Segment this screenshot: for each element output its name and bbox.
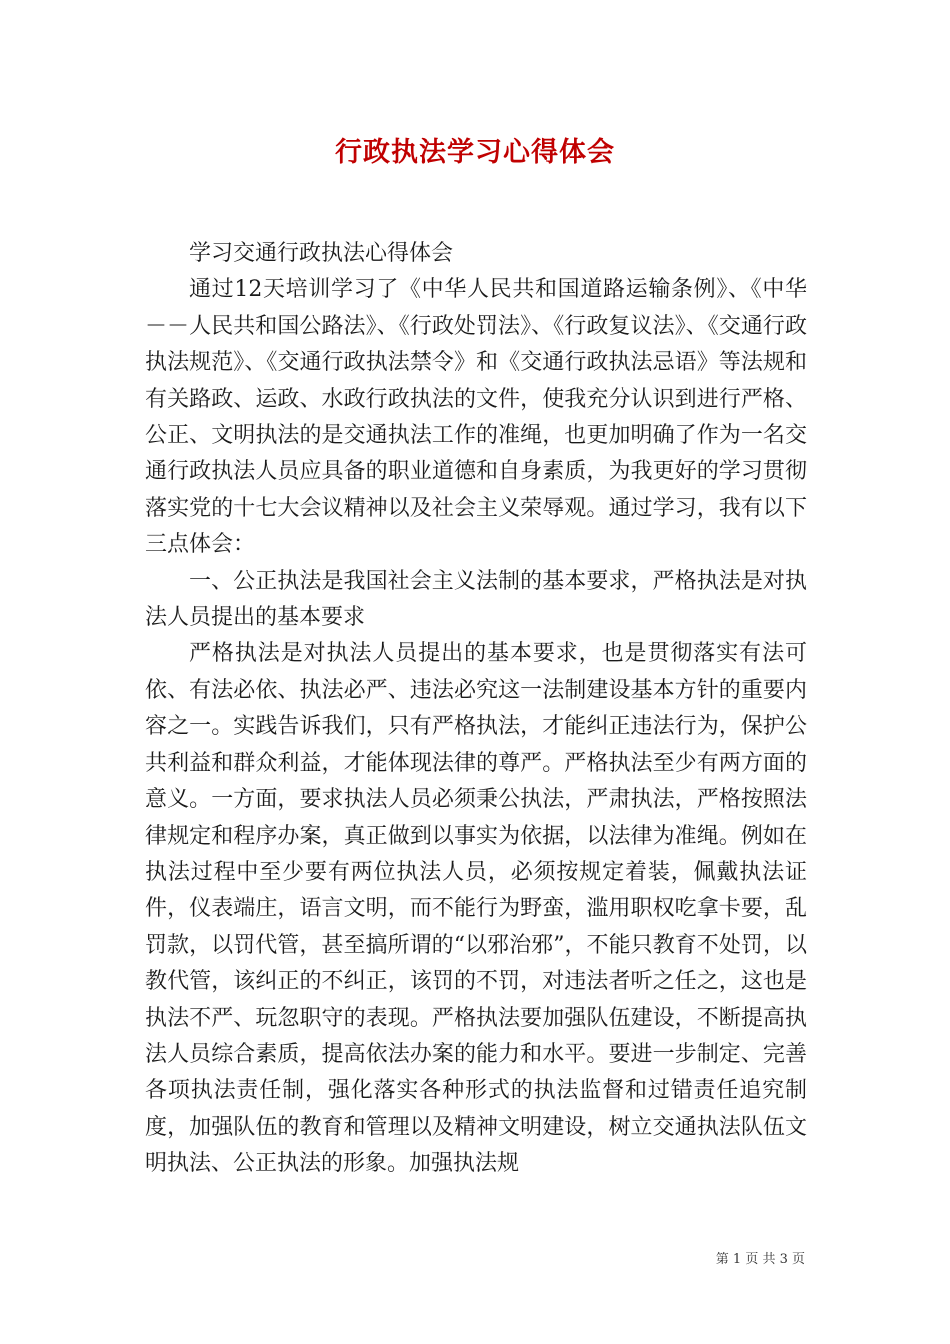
page-number: 第 1 页 共 3 页	[715, 1252, 805, 1267]
document-body	[145, 236, 807, 1183]
paragraph-heading-1: 一、公正执法是我国社会主义法制的基本要求，严格执法是对执法人员提出的基本要求	[145, 568, 807, 631]
document-subtitle: 学习交通行政执法心得体会	[189, 241, 454, 266]
paragraph-intro: 通过12天培训学习了《中华人民共和国道路运输条例》、《中华－－人民共和国公路法》、《行政处罚法》、《行政复议法》、《交通行政执法规范》、《交通行政执法禁令》和《交通行政执法忌语》等法规和有关路政、运政、水政行政执法的文件，使我充分认识到进行严格、公正、文明执法的是交通执法工作的准绳，也更加明确了作为一名交通行政执法人员应具备的职业道德和自身素质，为我更好的学习贯彻落实党的十七大会议精神以及社会主义荣辱观。通过学习，我有以下三点体会：	[145, 277, 807, 558]
document-title: 行政执法学习心得体会	[335, 137, 615, 168]
paragraph-strict-enforcement: 严格执法是对执法人员提出的基本要求，也是贯彻落实有法可依、有法必依、执法必严、违法必究这一法制建设基本方针的重要内容之一。实践告诉我们，只有严格执法，才能纠正违法行为，保护公共利益和群众利益，才能体现法律的尊严。严格执法至少有两方面的意义。一方面，要求执法人员必须秉公执法，严肃执法，严格按照法律规定和程序办案，真正做到以事实为依据，以法律为准绳。例如在执法过程中至少要有两位执法人员，必须按规定着装，佩戴执法证件，仪表端庄，语言文明，而不能行为野蛮，滥用职权吃拿卡要，乱罚款，以罚代管，甚至搞所谓的“以邪治邪”，不能只教育不处罚，以教代管，该纠正的不纠正，该罚的不罚，对违法者听之任之，这也是执法不严、玩忽职守的表现。严格执法要加强队伍建设，不断提高执法人员综合素质，提高依法办案的能力和水平。要进一步制定、完善各项执法责任制，强化落实各种形式的执法监督和过错责任追究制度，加强队伍的教育和管理以及精神文明建设，树立交通执法队伍文明执法、公正执法的形象。加强执法规	[145, 641, 807, 1177]
